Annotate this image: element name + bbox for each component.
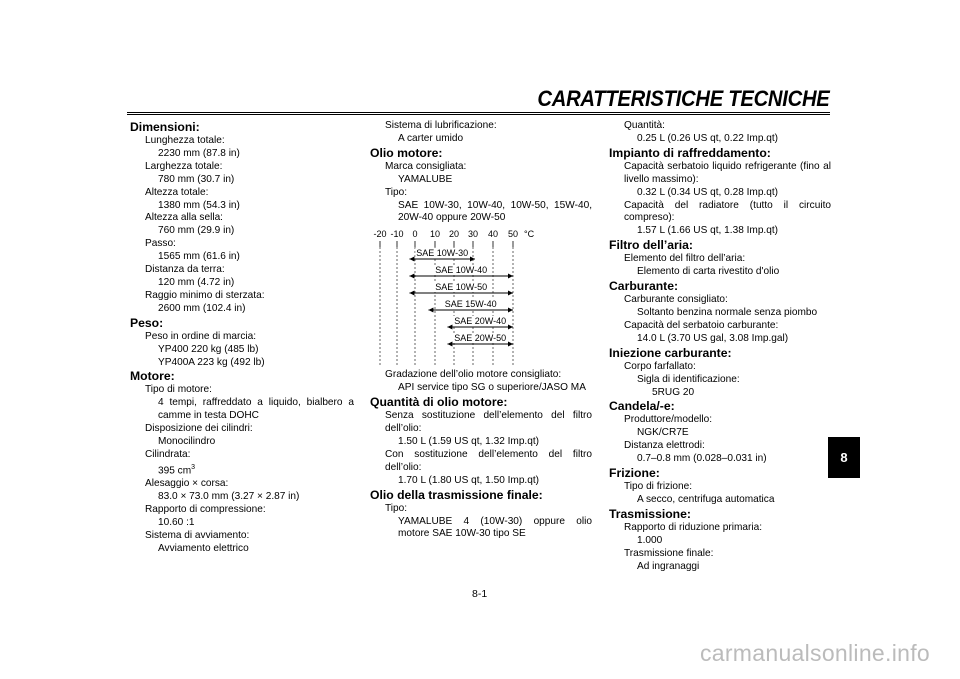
spec-value: 1.50 L (1.59 US qt, 1.32 Imp.qt) — [398, 435, 540, 447]
arrow-right-icon — [508, 291, 513, 296]
page-title: CARATTERISTICHE TECNICHE — [537, 86, 830, 111]
spec-value: 2600 mm (102.4 in) — [158, 302, 246, 314]
spec-value: YAMALUBE 4 (10W-30) oppure olio motore SAE 10W-30 tipo SE — [398, 515, 592, 540]
spec-label: Alesaggio × corsa: — [145, 478, 229, 490]
spec-label: Altezza alla sella: — [145, 212, 223, 224]
spec-label: Disposizione dei cilindri: — [145, 423, 253, 435]
spec-label: Tipo di frizione: — [624, 481, 693, 493]
superscript: 3 — [191, 463, 196, 471]
spec-label: Raggio minimo di sterzata: — [145, 289, 265, 301]
spec-value: A secco, centrifuga automatica — [637, 493, 775, 505]
grade-label: SAE 20W-50 — [454, 333, 507, 344]
spec-value: 1380 mm (54.3 in) — [158, 199, 240, 211]
temperature-label: 0 — [412, 229, 418, 240]
spec-label: Capacità serbatoio liquido refrigerante (fino al livello massimo): — [624, 160, 831, 185]
spec-label: Con sostituzione dell’elemento del filtro dell’olio: — [385, 448, 592, 473]
section-heading-motore: Motore: — [130, 369, 175, 384]
grade-label: SAE 15W-40 — [444, 299, 497, 310]
spec-value: 780 mm (30.7 in) — [158, 173, 235, 185]
spec-label: Rapporto di compressione: — [145, 503, 266, 515]
grade-label: SAE 10W-30 — [416, 248, 469, 259]
section-heading-peso: Peso: — [130, 315, 164, 330]
arrow-left-icon — [409, 274, 414, 279]
spec-label: Distanza da terra: — [145, 264, 225, 276]
arrow-left-icon — [409, 257, 414, 262]
spec-value: 1.57 L (1.66 US qt, 1.38 Imp.qt) — [637, 225, 779, 237]
section-heading-trasmissione: Trasmissione: — [609, 506, 691, 521]
spec-value — [130, 462, 354, 478]
spec-value: 2230 mm (87.8 in) — [158, 147, 240, 159]
column-3 — [609, 120, 831, 573]
section-heading-olio-trasmissione: Olio della trasmissione finale: — [370, 487, 543, 502]
spec-value: Soltanto benzina normale senza piombo — [637, 306, 818, 318]
spec-label: Carburante consigliato: — [624, 294, 728, 306]
temperature-label: 10 — [429, 229, 441, 240]
spec-value: 760 mm (29.9 in) — [158, 225, 235, 237]
spec-value: 5RUG 20 — [652, 386, 695, 398]
section-heading-filtro-aria: Filtro dell’aria: — [609, 238, 693, 253]
chapter-tab: 8 — [828, 437, 860, 478]
spec-value: 1.000 — [637, 534, 663, 546]
spec-label: Senza sostituzione dell’elemento del filtro dell’olio: — [385, 410, 592, 435]
spec-label: Marca consigliata: — [385, 160, 467, 172]
spec-value: YP400 220 kg (485 lb) — [158, 343, 259, 355]
spec-label: Produttore/modello: — [624, 414, 713, 426]
spec-label: Passo: — [145, 238, 176, 250]
section-heading-candela: Candela/-e: — [609, 399, 675, 414]
temperature-label: 40 — [487, 229, 499, 240]
arrow-left-icon — [447, 342, 452, 347]
arrow-right-icon — [508, 274, 513, 279]
spec-value: SAE 10W-30, 10W-40, 10W-50, 15W-40, 20W-40 oppure 20W-50 — [398, 199, 592, 224]
section-heading-quantita-olio: Quantità di olio motore: — [370, 395, 508, 410]
spec-value: 1.70 L (1.80 US qt, 1.50 Imp.qt) — [398, 474, 540, 486]
arrow-right-icon — [470, 257, 475, 262]
displacement-value: 395 cm — [158, 465, 192, 477]
spec-label: Trasmissione finale: — [624, 547, 714, 559]
spec-value: 83.0 × 73.0 mm (3.27 × 2.87 in) — [158, 491, 300, 503]
spec-value: 1565 mm (61.6 in) — [158, 251, 240, 263]
spec-value: A carter umido — [398, 132, 464, 144]
spec-label: Capacità del serbatoio carburante: — [624, 319, 779, 331]
title-rule — [127, 112, 830, 115]
spec-value: Monocilindro — [158, 436, 216, 448]
spec-label: Tipo: — [385, 502, 408, 514]
temperature-label: -10 — [390, 229, 404, 240]
temperature-label: 30 — [467, 229, 479, 240]
temperature-label: 50 — [507, 229, 519, 240]
arrow-left-icon — [447, 325, 452, 330]
spec-value: 0.25 L (0.26 US qt, 0.22 Imp.qt) — [637, 132, 779, 144]
spec-label: Cilindrata: — [145, 448, 191, 460]
spec-label: Sigla di identificazione: — [637, 373, 740, 385]
arrow-right-icon — [508, 308, 513, 313]
watermark: carmanualsonline.info — [699, 640, 930, 666]
oil-viscosity-chart — [370, 225, 592, 369]
spec-label: Sistema di avviamento: — [145, 529, 250, 541]
spec-label: Elemento del filtro dell’aria: — [624, 253, 746, 265]
spec-label: Lunghezza totale: — [145, 135, 225, 146]
spec-value: 120 mm (4.72 in) — [158, 276, 235, 288]
section-heading-olio-motore: Olio motore: — [370, 145, 443, 160]
spec-value: 0.7–0.8 mm (0.028–0.031 in) — [637, 453, 767, 465]
column-2 — [370, 120, 592, 541]
spec-label: Quantità: — [624, 120, 665, 131]
spec-value: YP400A 223 kg (492 lb) — [158, 356, 265, 368]
page-number: 8-1 — [472, 588, 488, 600]
spec-value: Elemento di carta rivestito d'olio — [637, 266, 780, 278]
spec-value: 14.0 L (3.70 US gal, 3.08 Imp.gal) — [637, 332, 789, 344]
spec-value: API service tipo SG o superiore/JASO MA — [398, 382, 586, 394]
section-heading-carburante: Carburante: — [609, 279, 679, 294]
temperature-label: -20 — [373, 229, 387, 240]
spec-value: 0.32 L (0.34 US qt, 0.28 Imp.qt) — [637, 186, 779, 198]
temperature-label: 20 — [448, 229, 460, 240]
section-heading-iniezione: Iniezione carburante: — [609, 345, 732, 360]
section-heading-raffreddamento: Impianto di raffreddamento: — [609, 145, 771, 160]
spec-value: YAMALUBE — [398, 173, 453, 185]
spec-value: Avviamento elettrico — [158, 542, 249, 554]
spec-label: Peso in ordine di marcia: — [145, 330, 257, 342]
spec-label: Capacità del radiatore (tutto il circuito compreso): — [624, 199, 831, 224]
spec-label: Larghezza totale: — [145, 160, 223, 172]
section-heading-dimensioni: Dimensioni: — [130, 120, 200, 134]
spec-label: Rapporto di riduzione primaria: — [624, 521, 763, 533]
spec-label: Sistema di lubrificazione: — [385, 120, 497, 131]
temperature-unit: °C — [524, 229, 535, 240]
grade-label: SAE 10W-50 — [435, 282, 488, 293]
section-heading-frizione: Frizione: — [609, 466, 660, 481]
column-1 — [130, 120, 354, 556]
spec-label: Tipo: — [385, 186, 408, 198]
spec-value: NGK/CR7E — [637, 427, 689, 439]
spec-value: Ad ingranaggi — [637, 560, 700, 572]
viscosity-temperature-diagram — [368, 225, 594, 369]
grade-label: SAE 10W-40 — [435, 265, 488, 276]
grade-label: SAE 20W-40 — [454, 316, 507, 327]
spec-value: 10.60 :1 — [158, 516, 195, 528]
spec-label: Altezza totale: — [145, 186, 209, 198]
spec-label: Distanza elettrodi: — [624, 440, 705, 452]
spec-label: Tipo di motore: — [145, 384, 212, 396]
arrow-right-icon — [508, 325, 513, 330]
spec-value: 4 tempi, raffreddato a liquido, bialbero a camme in testa DOHC — [158, 397, 354, 422]
arrow-left-icon — [428, 308, 433, 313]
arrow-right-icon — [508, 342, 513, 347]
spec-label: Gradazione dell’olio motore consigliato: — [385, 369, 562, 381]
spec-label: Corpo farfallato: — [624, 360, 696, 372]
arrow-left-icon — [409, 291, 414, 296]
